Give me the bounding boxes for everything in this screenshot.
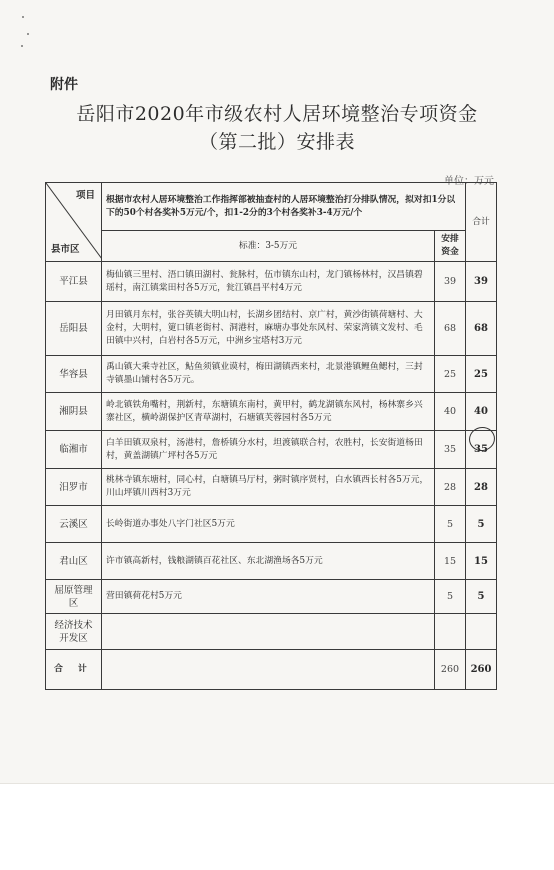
total-value: 35 xyxy=(466,431,497,469)
total-value: 28 xyxy=(466,469,497,506)
table-row xyxy=(46,506,497,543)
county-name: 临湘市 xyxy=(46,431,102,469)
total-value: 15 xyxy=(466,543,497,580)
allocation-table xyxy=(45,182,497,690)
total-value: 5 xyxy=(466,506,497,543)
table-row xyxy=(46,393,497,431)
detail-text: 桃林寺镇东塘村，同心村，白塘镇马厅村，粥时镇序贤村，白水镇西长村各5万元，川山坪镇川西村3万元 xyxy=(102,469,435,506)
total-value: 25 xyxy=(466,356,497,393)
scan-speck xyxy=(21,45,23,47)
county-name: 岳阳县 xyxy=(46,302,102,356)
sum-row xyxy=(46,650,497,690)
amount-value: 15 xyxy=(435,543,466,580)
sum-total: 260 xyxy=(466,650,497,690)
amount-value: 25 xyxy=(435,356,466,393)
detail-text: 白羊田镇双泉村，汤港村，詹桥镇分水村，坦渡镇联合村，农胜村，长安街道杨田村，黄盖湖镇广坪村各5万元 xyxy=(102,431,435,469)
scan-speck xyxy=(27,33,29,35)
header-corner-cell xyxy=(46,183,102,262)
sum-label: 合 计 xyxy=(46,650,102,690)
table-row xyxy=(46,469,497,506)
table-row xyxy=(46,431,497,469)
table-row xyxy=(46,262,497,302)
amount-value: 35 xyxy=(435,431,466,469)
detail-text xyxy=(102,614,435,650)
detail-text: 月田镇月东村，张谷英镇大明山村，长湖乡团结村、京广村，黄沙街镇荷塘村、大金村，大明村，筻口镇老街村、洞港村，麻塘办事处东风村、荣家湾镇文发村、毛田镇中兴村，白岩村各5万元，中洲乡宝塔村3万元 xyxy=(102,302,435,356)
amount-value xyxy=(435,614,466,650)
table-row xyxy=(46,356,497,393)
attachment-label: 附件 xyxy=(50,77,78,93)
detail-text: 岭北镇铁角嘴村，荆新村，东塘镇东南村，黄甲村，鹤龙湖镇东风村，杨林寨乡兴寨社区，横岭湖保护区青草湖村，石塘镇芙蓉园村各5万元 xyxy=(102,393,435,431)
county-name: 云溪区 xyxy=(46,506,102,543)
header-amount: 安排资金 xyxy=(435,231,466,262)
header-total: 合计 xyxy=(466,183,497,262)
page-subtitle: （第二批）安排表 xyxy=(198,131,355,153)
county-name: 汨罗市 xyxy=(46,469,102,506)
amount-value: 39 xyxy=(435,262,466,302)
sum-amount: 260 xyxy=(435,650,466,690)
table-row xyxy=(46,614,497,650)
county-name: 湘阴县 xyxy=(46,393,102,431)
detail-text: 禹山镇大乘寺社区，鲇鱼须镇业谟村，梅田湖镇西来村，北景港镇鲤鱼鳃村，三封寺镇墨山铺村各5万元。 xyxy=(102,356,435,393)
amount-value: 28 xyxy=(435,469,466,506)
table-row xyxy=(46,302,497,356)
detail-text: 梅仙镇三里村、浯口镇田湖村、瓮脉村，伍市镇东山村，龙门镇杨林村，汉昌镇碧瑶村，南江镇棠田村各5万元，瓮江镇昌平村4万元 xyxy=(102,262,435,302)
total-value: 5 xyxy=(466,580,497,614)
detail-text: 长岭街道办事处八字门社区5万元 xyxy=(102,506,435,543)
county-name: 屈原管理区 xyxy=(46,580,102,614)
total-value: 68 xyxy=(466,302,497,356)
page-title: 岳阳市2020年市级农村人居环境整治专项资金 xyxy=(76,103,478,125)
table-row xyxy=(46,543,497,580)
amount-value: 5 xyxy=(435,580,466,614)
table-row xyxy=(46,580,497,614)
sum-detail-empty xyxy=(102,650,435,690)
county-name: 经济技术开发区 xyxy=(46,614,102,650)
header-project-label: 项目 xyxy=(75,190,95,201)
amount-value: 40 xyxy=(435,393,466,431)
county-name: 君山区 xyxy=(46,543,102,580)
header-county-label: 县市区 xyxy=(51,244,80,255)
amount-value: 5 xyxy=(435,506,466,543)
detail-text: 许市镇高新村，钱粮湖镇百花社区、东北湖渔场各5万元 xyxy=(102,543,435,580)
criterion-text: 根据市农村人居环境整治工作指挥部被抽查村的人居环境整治打分排队情况，拟对扣1分以下的50个村各奖补5万元/个，扣1-2分的3个村各奖补3-4万元/个 xyxy=(102,183,466,231)
scan-speck xyxy=(22,16,24,18)
unit-note: 单位：万元 xyxy=(444,176,494,187)
county-name: 华容县 xyxy=(46,356,102,393)
standard-label: 标准：3-5万元 xyxy=(102,231,435,262)
county-name: 平江县 xyxy=(46,262,102,302)
detail-text: 营田镇荷花村5万元 xyxy=(102,580,435,614)
total-value: 40 xyxy=(466,393,497,431)
total-value xyxy=(466,614,497,650)
total-value: 39 xyxy=(466,262,497,302)
amount-value: 68 xyxy=(435,302,466,356)
